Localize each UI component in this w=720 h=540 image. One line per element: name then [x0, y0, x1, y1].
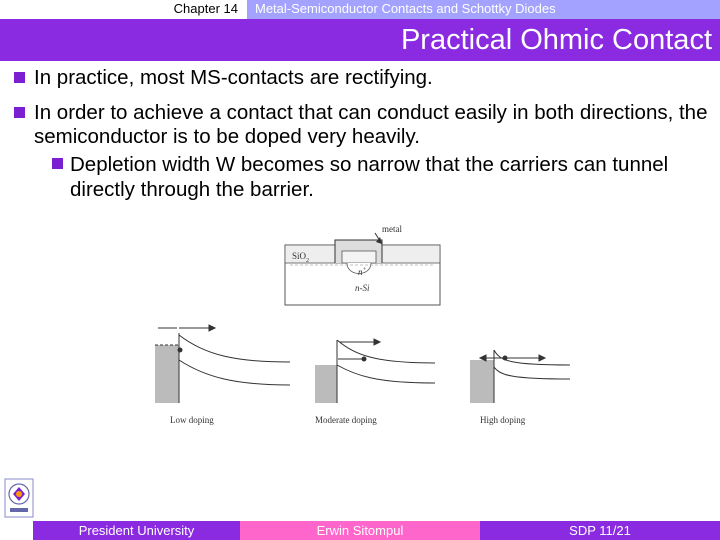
contact-cross-section	[285, 224, 440, 305]
nsi-label: n-Si	[355, 283, 370, 293]
chapter-label: Chapter 14	[0, 0, 244, 19]
header-bar	[0, 0, 720, 19]
slide-title: Practical Ohmic Contact	[400, 24, 712, 56]
sub-bullet-marker	[52, 158, 63, 169]
footer-page-number: SDP 11/21	[480, 521, 720, 540]
oxide-subscript: 2	[306, 258, 310, 264]
title-bar	[0, 19, 720, 61]
sub-bullet-text: Depletion width W becomes so narrow that the carriers can tunnel directly through the barrier.	[70, 153, 669, 201]
low-doping-diagram	[155, 325, 290, 425]
bullet-text: In order to achieve a contact that can conduct easily in both directions, the semiconductor is to be doped very heavily.	[34, 101, 708, 148]
footer-author: Erwin Sitompul	[240, 521, 480, 540]
high-doping-label: High doping	[480, 415, 526, 425]
bullet-text: In practice, most MS-contacts are rectifying.	[34, 66, 433, 89]
subject-label: Metal-Semiconductor Contacts and Schottky Diodes	[247, 0, 720, 19]
nplus-label: n	[358, 267, 363, 277]
bullet-marker	[14, 72, 25, 83]
moderate-doping-label: Moderate doping	[315, 415, 377, 425]
bullet-marker	[14, 107, 25, 118]
nplus-superscript: +	[362, 267, 367, 273]
university-logo	[4, 478, 34, 518]
low-doping-label: Low doping	[170, 415, 214, 425]
moderate-doping-diagram	[315, 339, 435, 425]
ohmic-contact-figure	[150, 215, 670, 430]
metal-label: metal	[382, 224, 402, 234]
footer-bar	[0, 521, 720, 540]
footer-university: President University	[33, 521, 240, 540]
high-doping-diagram	[470, 350, 570, 425]
oxide-label: SiO	[292, 251, 307, 261]
